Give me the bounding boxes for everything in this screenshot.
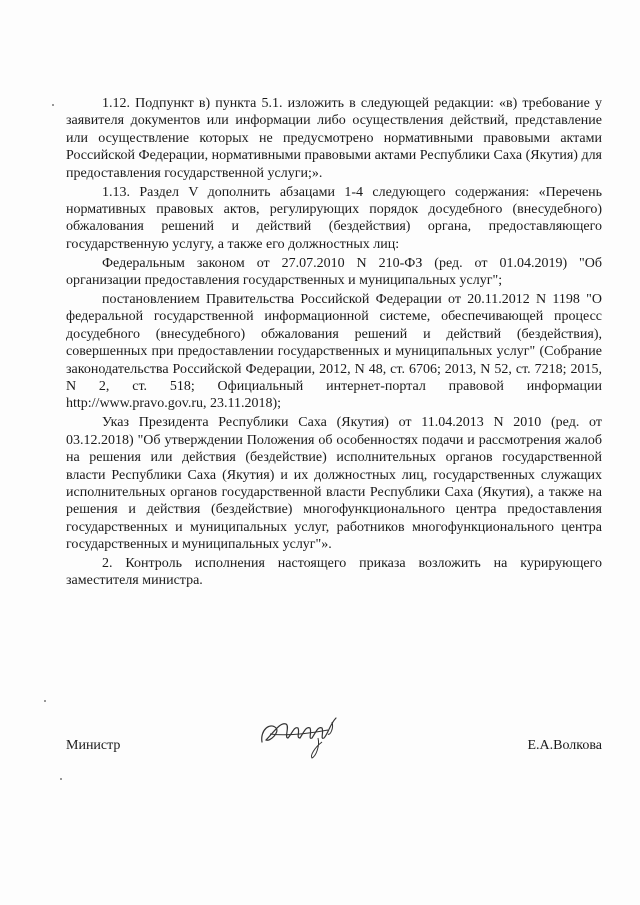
paragraph-1-13: 1.13. Раздел V дополнить абзацами 1-4 следующего содержания: «Перечень нормативных правовых актов, регулирующих порядок досудебного (внесудебного) обжалования решений и действий (бездействия) органа, предоставляющего государственную услугу, а также его должностных лиц: [66,184,602,252]
signatory-name: Е.А.Волкова [527,738,602,753]
signature-block [66,730,602,760]
signatory-title: Министр [66,738,121,753]
document-body [66,95,602,591]
handwritten-signature [256,712,346,762]
scan-speck [60,778,62,780]
scan-speck [44,700,46,702]
paragraph-government-resolution: постановлением Правительства Российской Федерации от 20.11.2012 N 1198 "О федеральной государственной информационной системе, обеспечивающей процесс досудебного (внесудебного) обжалования решений и действий (бездействия), совершенных при предоставлении государственных и муниципальных услуг" (Собрание законодательства Российской Федерации, 2012, N 48, ст. 6706; 2013, N 52, ст. 7218; 2015, N 2, ст. 518; Официальный интернет-портал правовой информации http://www.pravo.gov.ru, 23.11.2018); [66,291,602,412]
paragraph-presidential-decree: Указ Президента Республики Саха (Якутия) от 11.04.2013 N 2010 (ред. от 03.12.2018) "Об утверждении Положения об особенностях подачи и рассмотрения жалоб на решения или действия (бездействие) исполнительных органов государственной власти Республики Саха (Якутия) и их должностных лиц, государственных служащих исполнительных органов государственной власти Республики Саха (Якутия), а также на решения и действия (бездействие) многофункционального центра предоставления государственных и муниципальных услуг, работников многофункционального центра государственных и муниципальных услуг"». [66,415,602,553]
paragraph-control: 2. Контроль исполнения настоящего приказа возложить на курирующего заместителя министра. [66,556,602,589]
paragraph-federal-law: Федеральным законом от 27.07.2010 N 210-ФЗ (ред. от 01.04.2019) "Об организации предоставления государственных и муниципальных услуг"; [66,255,602,289]
paragraph-1-12: 1.12. Подпункт в) пункта 5.1. изложить в следующей редакции: «в) требование у заявителя документов или информации либо осуществления действий, представление или осуществление которых не предусмотрено нормативными правовыми актами Российской Федерации, нормативными правовыми актами Республики Саха (Якутия) для предоставления государственной услуги;». [66,96,602,181]
scan-speck [52,104,54,106]
